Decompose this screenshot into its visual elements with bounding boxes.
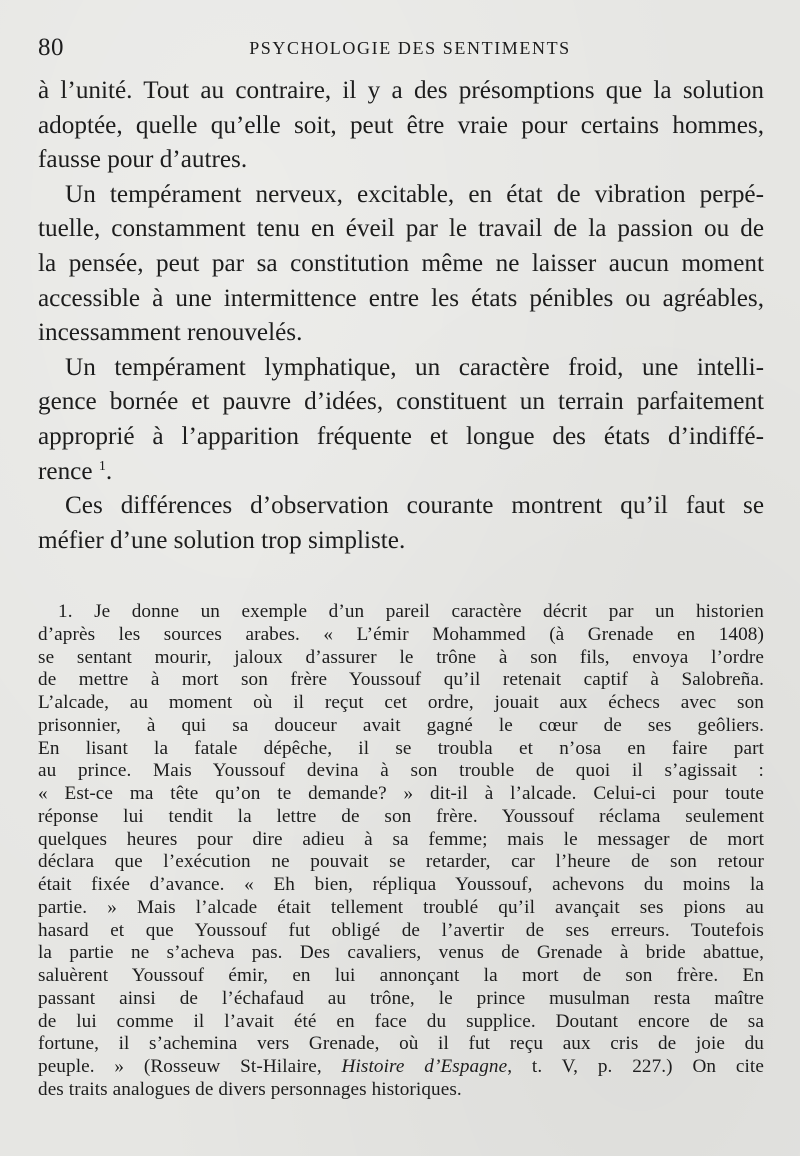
text-line: approprié à l’apparition fréquente et longue des états d’indiffé-: [38, 422, 764, 450]
text-fragment: rence: [38, 457, 93, 485]
text-line: gence bornée et pauvre d’idées, constituent un terrain parfaitement: [38, 388, 764, 416]
paragraph-2: [38, 178, 764, 351]
footnote-line: « Est-ce ma tête qu’on te demande? » dit-il à l’alcade. Celui-ci pour toute: [38, 783, 764, 804]
text-line: accessible à une intermittence entre les états pénibles ou agréables,: [38, 284, 764, 312]
text-line: incessamment renouvelés.: [38, 319, 303, 347]
footnote-line: quelques heures pour dire adieu à sa femme; mais le messager de mort: [38, 828, 764, 850]
text-line: méfier d’une solution trop simpliste.: [38, 526, 406, 554]
footnote-line: saluèrent Youssouf émir, en lui annonçant la mort de son frère. En: [38, 965, 764, 986]
footnote-reference[interactable]: 1: [98, 458, 106, 474]
footnote-line: En lisant la fatale dépêche, il se troubla et n’osa en faire part: [38, 737, 764, 759]
paragraph-1: [38, 74, 764, 178]
footnote-line: 1. Je donne un exemple d’un pareil caractère décrit par un historien: [58, 601, 764, 622]
footnote-line: de lui comme il l’avait été en face du supplice. Doutant encore de sa: [38, 1010, 764, 1032]
text-fragment: .: [105, 457, 113, 485]
text-line: Un tempérament nerveux, excitable, en état de vibration perpé-: [65, 180, 764, 208]
footnote-line: L’alcade, au moment où il reçut cet ordre, jouait aux échecs avec son: [38, 692, 764, 713]
text-line: à l’unité. Tout au contraire, il y a des présomptions que la solution: [38, 77, 764, 104]
text-line: Un tempérament lymphatique, un caractère froid, une intelli-: [65, 353, 764, 381]
running-title: PSYCHOLOGIE DES SENTIMENTS: [249, 38, 571, 58]
footnote-line: d’après les sources arabes. « L’émir Mohammed (à Grenade en 1408): [38, 623, 764, 645]
footnote-line: hasard et que Youssouf fut obligé de l’avertir de ses erreurs. Toutefois: [38, 919, 764, 941]
footnote-line: partie. » Mais l’alcade était tellement troublé qu’il avançait ses pions au: [38, 896, 764, 918]
footnote-line: la partie ne s’acheva pas. Des cavaliers, venus de Grenade à bride abattue,: [38, 942, 764, 964]
paragraph-3: [38, 351, 764, 489]
page-number: 80: [38, 34, 64, 61]
text-fragment: peuple. » (Rosseuw St-Hilaire,: [38, 1056, 322, 1077]
footnote-line: [38, 1056, 764, 1079]
text-line: tuelle, constamment tenu en éveil par le travail de la passion ou de: [38, 215, 764, 243]
book-title: Histoire d’Espagne: [341, 1056, 508, 1077]
text-line: [38, 455, 764, 490]
footnote: [38, 601, 764, 1102]
footnote-line: était fixée d’avance. « Eh bien, répliqua Youssouf, achevons du moins la: [38, 874, 764, 895]
footnote-line: prisonnier, à qui sa douceur avait gagné le cœur de ses geôliers.: [38, 714, 764, 736]
footnote-line: déclara que l’exécution ne pouvait se retarder, car l’heure de son retour: [38, 851, 764, 873]
page-header: [38, 34, 762, 64]
footnote-line: de mettre à mort son frère Youssouf qu’il retenait captif à Salobreña.: [38, 669, 764, 691]
footnote-line: des traits analogues de divers personnages historiques.: [38, 1078, 462, 1100]
text-fragment: , t. V, p. 227.) On cite: [507, 1056, 764, 1077]
footnote-line: au prince. Mais Youssouf devina à son trouble de quoi il s’agissait :: [38, 760, 764, 782]
text-line: adoptée, quelle qu’elle soit, peut être vraie pour certains hommes,: [38, 111, 764, 139]
footnote-line: fortune, il s’achemina vers Grenade, où il fut reçu aux cris de joie du: [38, 1033, 764, 1055]
footnote-line: se sentant mourir, jaloux d’assurer le trône à son fils, envoya l’ordre: [38, 646, 764, 668]
footnote-line: passant ainsi de l’échafaud au trône, le prince musulman resta maître: [38, 987, 764, 1009]
text-line: Ces différences d’observation courante montrent qu’il faut se: [65, 492, 764, 520]
main-text: [38, 74, 764, 558]
paragraph-4: [38, 489, 764, 558]
footnote-line: réponse lui tendit la lettre de son frère. Youssouf réclama seulement: [38, 805, 764, 827]
text-line: la pensée, peut par sa constitution même ne laisser aucun moment: [38, 249, 764, 277]
text-line: fausse pour d’autres.: [38, 146, 248, 174]
